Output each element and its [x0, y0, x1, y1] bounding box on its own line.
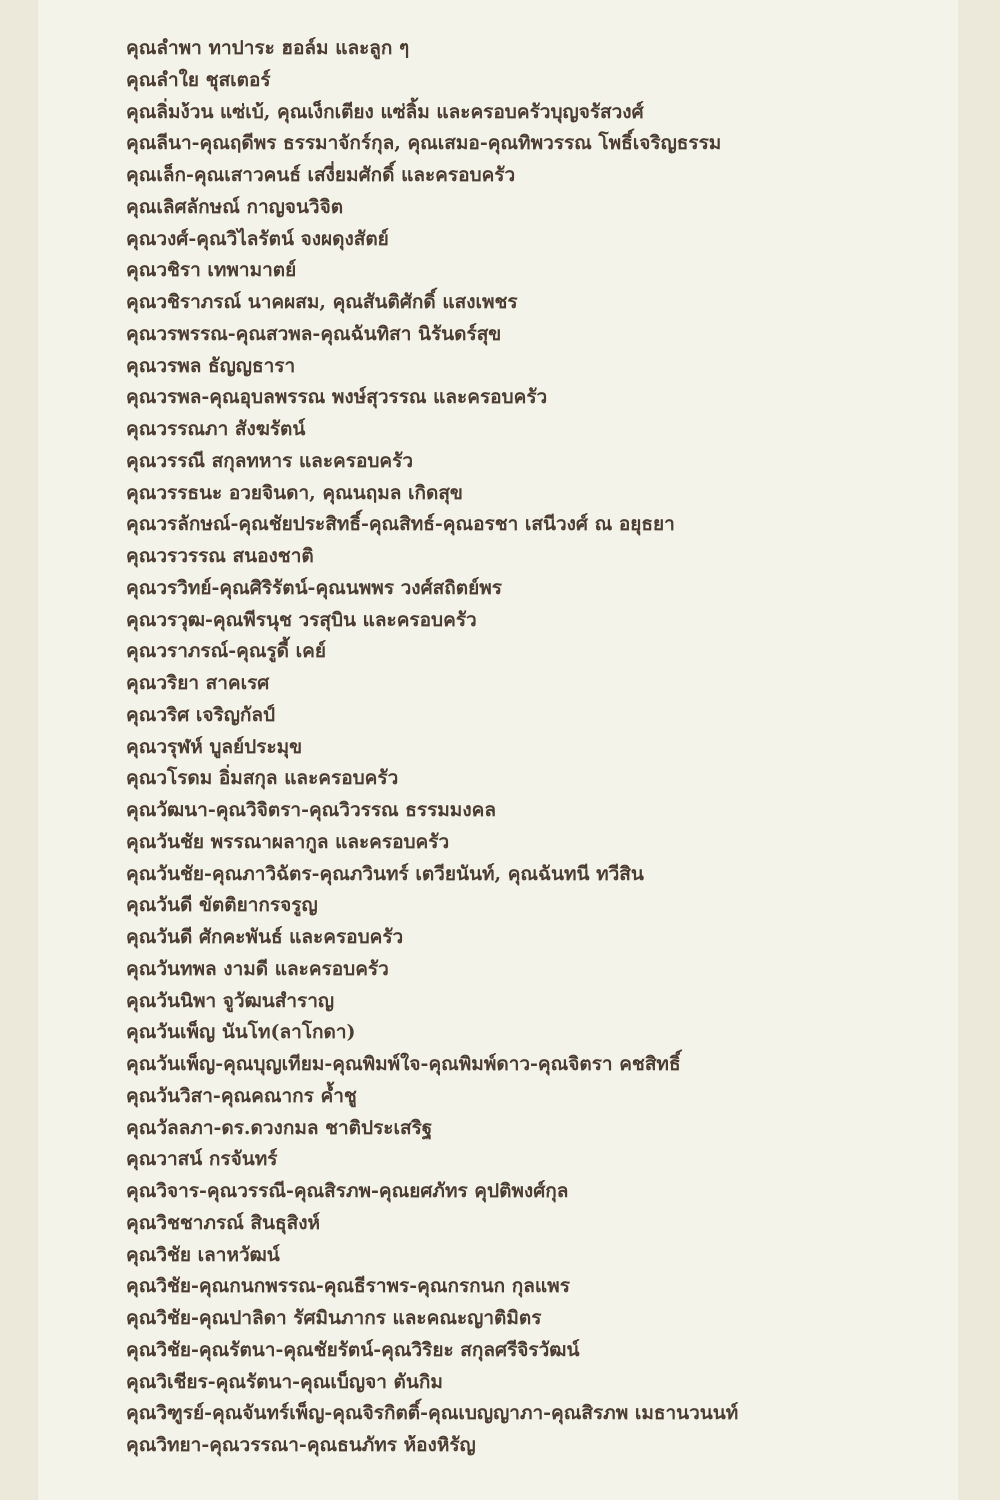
list-item: คุณวรพล ธัญญธารา — [126, 354, 296, 377]
list-item: คุณวัฒนา-คุณวิจิตรา-คุณวิวรรณ ธรรมมงคล — [126, 799, 496, 821]
list-item: คุณวริยา สาคเรศ — [126, 672, 270, 694]
list-item: คุณวงศ์-คุณวิไลรัตน์ จงผดุงสัตย์ — [126, 227, 389, 250]
list-item: คุณวิเชียร-คุณรัตนา-คุณเบ็ญจา ตันกิม — [126, 1370, 443, 1393]
list-item: คุณวิฑูรย์-คุณจันทร์เพ็ญ-คุณจิรกิตติ์-คุณเบญญาภา-คุณสิรภพ เมธานวนนท์ — [126, 1402, 739, 1425]
list-item: คุณวิชัย-คุณกนกพรรณ-คุณธีราพร-คุณกรกนก กุลแพร — [126, 1275, 570, 1298]
list-item: คุณวริศ เจริญกัลป์ — [126, 703, 276, 726]
list-item: คุณเลิศลักษณ์ กาญจนวิจิต — [126, 195, 344, 218]
list-item: คุณวันเพ็ญ นันโท(ลาโกดา) — [126, 1021, 356, 1044]
list-item: คุณวิชัย เลาหวัฒน์ — [126, 1243, 280, 1266]
list-item: คุณวรวุฒ-คุณพีรนุช วรสุบิน และครอบครัว — [126, 608, 477, 631]
list-item: คุณวันดี ศักคะพันธ์ และครอบครัว — [126, 926, 404, 948]
list-item: คุณวิชัย-คุณรัตนา-คุณชัยรัตน์-คุณวิริยะ สกุลศรีจิรวัฒน์ — [126, 1338, 580, 1361]
list-item: คุณลีนา-คุณฤดีพร ธรรมาจักร์กุล, คุณเสมอ-คุณทิพวรรณ โพธิ์เจริญธรรม — [126, 132, 722, 155]
document-page — [38, 0, 958, 1500]
list-item: คุณวันชัย พรรณาผลากูล และครอบครัว — [126, 830, 450, 853]
list-item: คุณวิชชาภรณ์ สินธุสิงห์ — [126, 1211, 321, 1234]
list-item: คุณวันนิพา จูวัฒนสำราญ — [126, 989, 335, 1012]
list-item: คุณวรพล-คุณอุบลพรรณ พงษ์สุวรรณ และครอบครัว — [126, 386, 548, 409]
list-item: คุณวาสน์ กรจันทร์ — [126, 1148, 278, 1171]
list-item: คุณวชิราภรณ์ นาคผสม, คุณสันติศักดิ์ แสงเพชร — [126, 291, 518, 313]
list-item: คุณลิ่มง้วน แซ่เบ้, คุณเง็กเตียง แซ่ลิ้ม และครอบครัวบุญจรัสวงศ์ — [126, 100, 644, 123]
list-item: คุณวิทยา-คุณวรรณา-คุณธนภัทร ห้องหิรัญ — [126, 1434, 476, 1456]
list-item: คุณวรรณภา สังฆรัตน์ — [126, 418, 306, 440]
list-item: คุณวราภรณ์-คุณรูดี้ เคย์ — [126, 640, 326, 663]
list-item: คุณวันเพ็ญ-คุณบุญเทียม-คุณพิมพ์ใจ-คุณพิมพ์ดาว-คุณจิตรา คชสิทธิ์ — [126, 1053, 681, 1075]
list-item: คุณวรวิทย์-คุณศิริรัตน์-คุณนพพร วงศ์สถิตย์พร — [126, 576, 502, 599]
donor-list — [126, 33, 738, 1462]
list-item: คุณวรวรรณ สนองชาติ — [126, 545, 314, 567]
list-item: คุณวิชัย-คุณปาลิดา รัศมินภากร และคณะญาติมิตร — [126, 1307, 542, 1329]
list-item: คุณเล็ก-คุณเสาวคนธ์ เสงี่ยมศักดิ์ และครอบครัว — [126, 164, 516, 186]
list-item: คุณวันทพล งามดี และครอบครัว — [126, 957, 389, 980]
list-item: คุณวรพรรณ-คุณสวพล-คุณฉันทิสา นิรันดร์สุข — [126, 322, 502, 345]
list-item: คุณวันวิสา-คุณคณากร ค้ำชู — [126, 1084, 357, 1107]
list-item: คุณวรุฬห์ บูลย์ประมุข — [126, 735, 303, 758]
list-item: คุณวรรณี สกุลทหาร และครอบครัว — [126, 449, 414, 472]
list-item: คุณวันดี ขัตติยากรจรูญ — [126, 894, 318, 917]
list-item: คุณวัลลภา-ดร.ดวงกมล ชาติประเสริฐ — [126, 1116, 433, 1139]
list-item: คุณวันชัย-คุณภาวิฉัตร-คุณภวินทร์ เตวียนันท์, คุณฉันทนี ทวีสิน — [126, 862, 644, 885]
list-item: คุณวโรดม อิ่มสกุล และครอบครัว — [126, 767, 399, 790]
list-item: คุณวิจาร-คุณวรรณี-คุณสิรภพ-คุณยศภัทร คุปติพงศ์กุล — [126, 1180, 569, 1202]
list-item: คุณวรรธนะ อวยจินดา, คุณนฤมล เกิดสุข — [126, 481, 463, 504]
list-item: คุณลำพา ทาปาระ ฮอล์ม และลูก ๆ — [126, 37, 410, 59]
list-item: คุณลำใย ชุสเตอร์ — [126, 68, 271, 91]
list-item: คุณวรลักษณ์-คุณชัยประสิทธิ์-คุณสิทธ์-คุณอรชา เสนีวงศ์ ณ อยุธยา — [126, 513, 675, 536]
list-item: คุณวชิรา เทพามาตย์ — [126, 259, 297, 282]
